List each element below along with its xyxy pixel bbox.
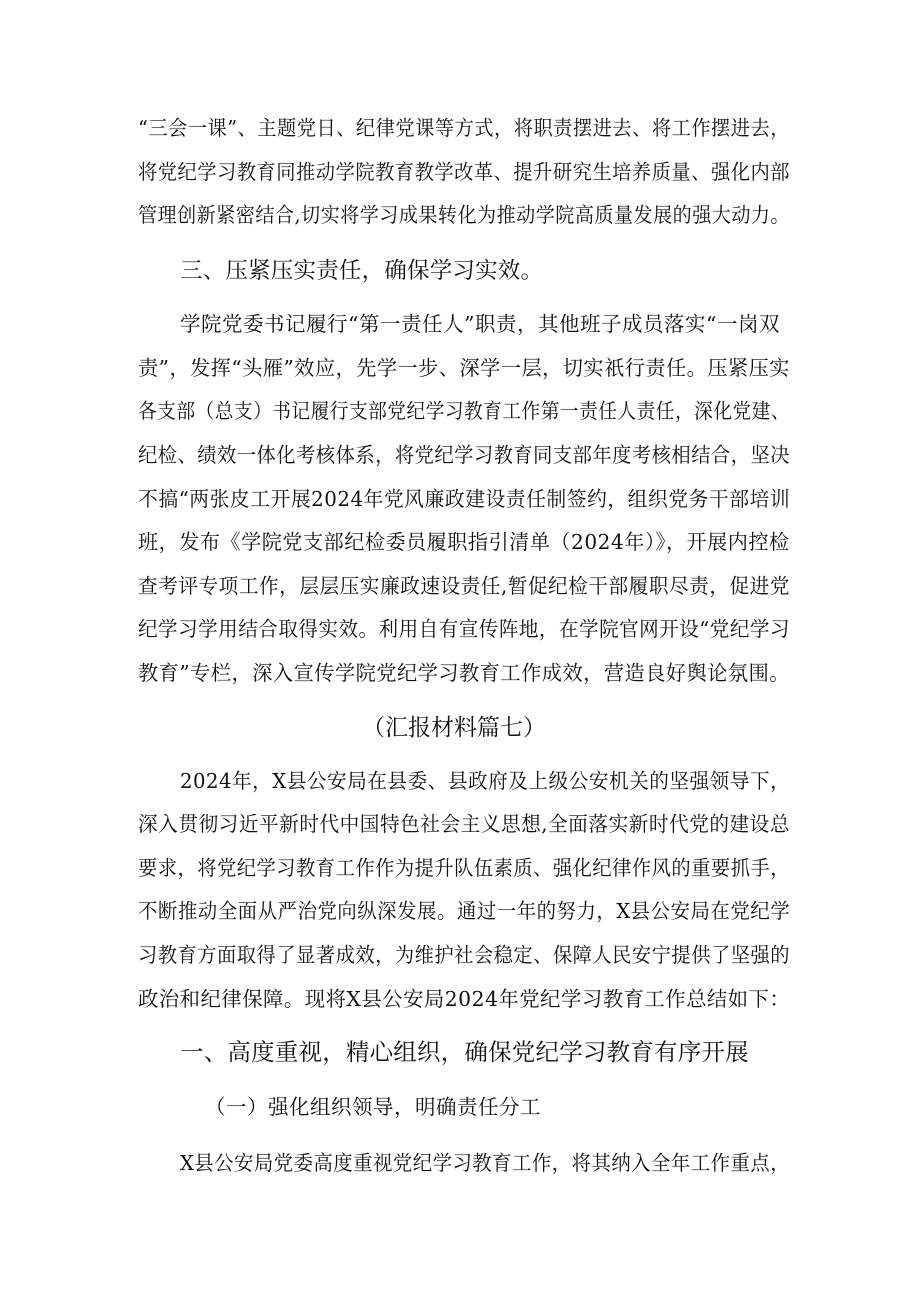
paragraph-line: 2024年，X县公安局在县委、县政府及上级公安机关的坚强领导下， [180, 769, 791, 793]
paragraph-line: 习教育方面取得了显著成效，为维护社会稳定、保障人民安宁提供了坚强的 [138, 943, 790, 967]
paragraph-line: 管理创新紧密结合,切实将学习成果转化为推动学院高质量发展的强大动力。 [138, 203, 790, 227]
paragraph-line: 班，发布《学院党支部纪检委员履职指引清单（2024年）》，开展内控检 [138, 530, 790, 554]
paragraph-line: 各支部（总支）书记履行支部党纪学习教育工作第一责任人责任，深化党建、 [138, 399, 791, 423]
paragraph-line: 教育”专栏，深入宣传学院党纪学习教育工作成效，营造良好舆论氛围。 [138, 661, 790, 685]
section-heading-1: 一、高度重视，精心组织，确保党纪学习教育有序开展 [180, 1038, 749, 1066]
paragraph-line: 不搞“两张皮工开展2024年党风廉政建设责任制签约，组织党务干部培训 [138, 487, 791, 511]
paragraph-line: 纪检、绩效一体化考核体系，将党纪学习教育同支部年度考核相结合，坚决 [138, 443, 790, 467]
section-heading-3: 三、压紧压实责任，确保学习实效。 [180, 258, 544, 284]
subsection-heading: （一）强化组织领导，明确责任分工 [205, 1095, 541, 1119]
paragraph-line: X县公安局党委高度重视党纪学习教育工作，将其纳入全年工作重点， [180, 1151, 791, 1175]
paragraph-line: 学院党委书记履行“第一责任人”职责，其他班子成员落实“一岗双 [180, 312, 780, 336]
paragraph-line: “三会一课”、主题党日、纪律党课等方式，将职责摆进去、将工作摆进去， [138, 116, 790, 140]
paragraph-line: 深入贯彻习近平新时代中国特色社会主义思想,全面落实新时代党的建设总 [138, 812, 790, 836]
paragraph-line: 纪学习学用结合取得实效。利用自有宣传阵地，在学院官网开设“党纪学习 [138, 617, 790, 641]
report-title: （汇报材料篇七） [362, 715, 546, 741]
paragraph-line: 要求，将党纪学习教育工作作为提升队伍素质、强化纪律作风的重要抓手， [138, 856, 790, 880]
paragraph-line: 责”，发挥“头雁”效应，先学一步、深学一层，切实祇行责任。压紧压实 [138, 356, 790, 380]
paragraph-line: 将党纪学习教育同推动学院教育教学改革、提升研究生培养质量、强化内部 [138, 160, 790, 184]
paragraph-line: 不断推动全面从严治党向纵深发展。通过一年的努力，X县公安局在党纪学 [138, 899, 791, 923]
paragraph-line: 政治和纪律保障。现将X县公安局2024年党纪学习教育工作总结如下： [138, 987, 791, 1011]
paragraph-line: 查考评专项工作，层层压实廉政速设责任,暂促纪检干部履职尽责，促进党 [138, 574, 790, 598]
